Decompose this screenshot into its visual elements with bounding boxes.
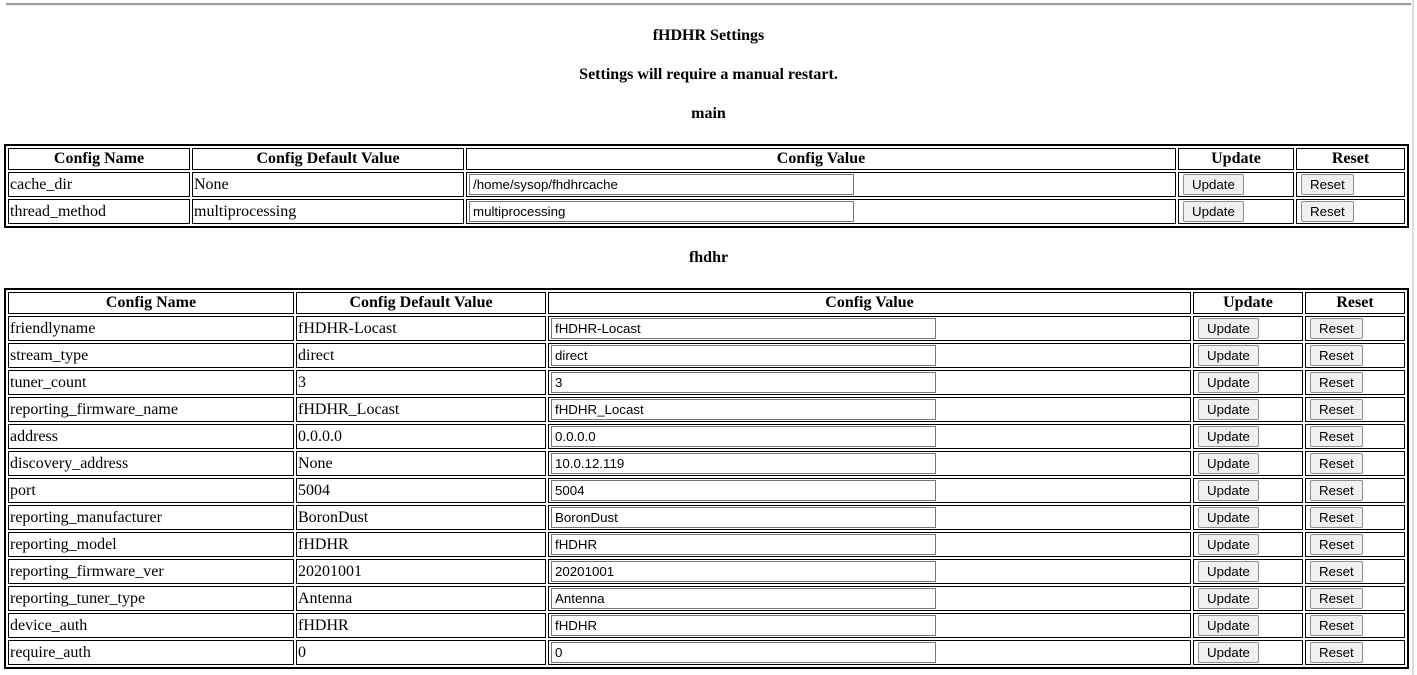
config-name-cell: address [8, 424, 294, 449]
reset-button[interactable]: Reset [1310, 642, 1363, 663]
update-button[interactable]: Update [1198, 480, 1259, 501]
reset-cell [1305, 640, 1405, 665]
reset-button[interactable]: Reset [1310, 453, 1363, 474]
config-value-input[interactable] [551, 480, 936, 501]
config-default-cell: 20201001 [296, 559, 546, 584]
reset-cell [1305, 478, 1405, 503]
reset-button[interactable]: Reset [1310, 588, 1363, 609]
config-name-cell: reporting_firmware_name [8, 397, 294, 422]
reset-cell [1296, 199, 1405, 224]
update-cell [1193, 505, 1303, 530]
update-cell [1178, 172, 1294, 197]
config-value-cell [548, 478, 1191, 503]
reset-cell [1305, 532, 1405, 557]
update-button[interactable]: Update [1198, 507, 1259, 528]
config-value-input[interactable] [469, 174, 854, 195]
config-row-tuner_count [8, 370, 1405, 395]
config-default-cell: Antenna [296, 586, 546, 611]
config-value-cell [548, 559, 1191, 584]
config-default-cell: multiprocessing [192, 199, 464, 224]
config-value-input[interactable] [551, 318, 936, 339]
config-value-cell [548, 397, 1191, 422]
reset-button[interactable]: Reset [1310, 507, 1363, 528]
update-cell [1193, 451, 1303, 476]
reset-button[interactable]: Reset [1310, 318, 1363, 339]
column-header-config-default-value: Config Default Value [192, 148, 464, 170]
config-row-discovery_address [8, 451, 1405, 476]
config-value-input[interactable] [551, 345, 936, 366]
update-cell [1193, 559, 1303, 584]
section-title-main: main [691, 105, 726, 122]
column-header-config-value: Config Value [466, 148, 1176, 170]
config-default-cell: direct [296, 343, 546, 368]
config-value-cell [548, 316, 1191, 341]
config-default-cell: fHDHR_Locast [296, 397, 546, 422]
config-value-cell [466, 172, 1176, 197]
update-button[interactable]: Update [1198, 534, 1259, 555]
reset-button[interactable]: Reset [1310, 480, 1363, 501]
config-name-cell: friendlyname [8, 316, 294, 341]
config-name-cell: reporting_firmware_ver [8, 559, 294, 584]
reset-button[interactable]: Reset [1310, 534, 1363, 555]
column-header-reset: Reset [1305, 292, 1405, 314]
config-value-input[interactable] [551, 615, 936, 636]
update-button[interactable]: Update [1198, 345, 1259, 366]
page-title: fHDHR Settings [652, 27, 765, 44]
update-button[interactable]: Update [1183, 201, 1244, 222]
restart-notice: Settings will require a manual restart. [579, 66, 838, 83]
update-button[interactable]: Update [1198, 372, 1259, 393]
section-title-fhdhr: fhdhr [688, 249, 729, 266]
config-name-cell: reporting_manufacturer [8, 505, 294, 530]
config-value-input[interactable] [551, 642, 936, 663]
reset-cell [1296, 172, 1405, 197]
config-name-cell: require_auth [8, 640, 294, 665]
config-name-cell: reporting_tuner_type [8, 586, 294, 611]
config-row-reporting_tuner_type [8, 586, 1405, 611]
config-value-cell [548, 505, 1191, 530]
update-cell [1193, 478, 1303, 503]
update-cell [1193, 640, 1303, 665]
config-name-cell: cache_dir [8, 172, 190, 197]
reset-cell [1305, 451, 1405, 476]
update-cell [1193, 424, 1303, 449]
reset-cell [1305, 586, 1405, 611]
reset-button[interactable]: Reset [1301, 174, 1354, 195]
config-name-cell: reporting_model [8, 532, 294, 557]
config-value-input[interactable] [551, 426, 936, 447]
column-header-update: Update [1193, 292, 1303, 314]
update-button[interactable]: Update [1198, 561, 1259, 582]
page-edge-line [1412, 0, 1414, 675]
column-header-config-name: Config Name [8, 148, 190, 170]
update-cell [1193, 532, 1303, 557]
config-row-friendlyname [8, 316, 1405, 341]
settings-page [4, 3, 1413, 669]
update-cell [1193, 370, 1303, 395]
update-cell [1178, 199, 1294, 224]
config-row-address [8, 424, 1405, 449]
config-name-cell: thread_method [8, 199, 190, 224]
config-default-cell: 0 [296, 640, 546, 665]
update-button[interactable]: Update [1198, 588, 1259, 609]
column-header-config-name: Config Name [8, 292, 294, 314]
config-row-stream_type [8, 343, 1405, 368]
update-cell [1193, 316, 1303, 341]
reset-cell [1305, 316, 1405, 341]
update-button[interactable]: Update [1198, 642, 1259, 663]
reset-cell [1305, 613, 1405, 638]
config-value-input[interactable] [551, 399, 936, 420]
reset-cell [1305, 370, 1405, 395]
config-name-cell: port [8, 478, 294, 503]
config-value-input[interactable] [551, 453, 936, 474]
config-value-input[interactable] [551, 534, 936, 555]
config-default-cell: None [296, 451, 546, 476]
update-cell [1193, 613, 1303, 638]
reset-button[interactable]: Reset [1310, 426, 1363, 447]
config-row-thread_method [8, 199, 1405, 224]
config-value-cell [548, 532, 1191, 557]
config-value-input[interactable] [551, 588, 936, 609]
config-default-cell: 5004 [296, 478, 546, 503]
reset-cell [1305, 343, 1405, 368]
config-value-cell [548, 613, 1191, 638]
update-cell [1193, 343, 1303, 368]
reset-cell [1305, 397, 1405, 422]
config-value-cell [548, 640, 1191, 665]
column-header-config-value: Config Value [548, 292, 1191, 314]
config-value-cell [548, 451, 1191, 476]
config-value-input[interactable] [551, 372, 936, 393]
config-table-fhdhr [4, 288, 1409, 669]
config-name-cell: discovery_address [8, 451, 294, 476]
config-value-cell [466, 199, 1176, 224]
config-default-cell: None [192, 172, 464, 197]
config-name-cell: tuner_count [8, 370, 294, 395]
update-cell [1193, 586, 1303, 611]
config-default-cell: BoronDust [296, 505, 546, 530]
update-button[interactable]: Update [1198, 615, 1259, 636]
config-row-reporting_model [8, 532, 1405, 557]
reset-button[interactable]: Reset [1310, 561, 1363, 582]
config-value-cell [548, 370, 1191, 395]
update-cell [1193, 397, 1303, 422]
update-button[interactable]: Update [1198, 453, 1259, 474]
config-default-cell: fHDHR [296, 613, 546, 638]
update-button[interactable]: Update [1198, 318, 1259, 339]
config-row-reporting_manufacturer [8, 505, 1405, 530]
config-row-device_auth [8, 613, 1405, 638]
config-default-cell: fHDHR-Locast [296, 316, 546, 341]
reset-button[interactable]: Reset [1301, 201, 1354, 222]
config-default-cell: 0.0.0.0 [296, 424, 546, 449]
config-name-cell: stream_type [8, 343, 294, 368]
config-default-cell: 3 [296, 370, 546, 395]
config-table-main [4, 144, 1409, 228]
reset-cell [1305, 559, 1405, 584]
header-row [8, 148, 1405, 170]
config-value-cell [548, 343, 1191, 368]
reset-cell [1305, 424, 1405, 449]
config-value-input[interactable] [469, 201, 854, 222]
config-row-reporting_firmware_name [8, 397, 1405, 422]
column-header-update: Update [1178, 148, 1294, 170]
reset-button[interactable]: Reset [1310, 399, 1363, 420]
reset-cell [1305, 505, 1405, 530]
config-name-cell: device_auth [8, 613, 294, 638]
update-button[interactable]: Update [1198, 426, 1259, 447]
reset-button[interactable]: Reset [1310, 372, 1363, 393]
config-value-cell [548, 424, 1191, 449]
config-value-input[interactable] [551, 561, 936, 582]
config-row-require_auth [8, 640, 1405, 665]
config-row-cache_dir [8, 172, 1405, 197]
config-row-port [8, 478, 1405, 503]
update-button[interactable]: Update [1183, 174, 1244, 195]
config-value-cell [548, 586, 1191, 611]
header-row [8, 292, 1405, 314]
reset-button[interactable]: Reset [1310, 345, 1363, 366]
config-default-cell: fHDHR [296, 532, 546, 557]
column-header-config-default-value: Config Default Value [296, 292, 546, 314]
column-header-reset: Reset [1296, 148, 1405, 170]
horizontal-rule [6, 3, 1411, 6]
config-row-reporting_firmware_ver [8, 559, 1405, 584]
reset-button[interactable]: Reset [1310, 615, 1363, 636]
config-value-input[interactable] [551, 507, 936, 528]
update-button[interactable]: Update [1198, 399, 1259, 420]
